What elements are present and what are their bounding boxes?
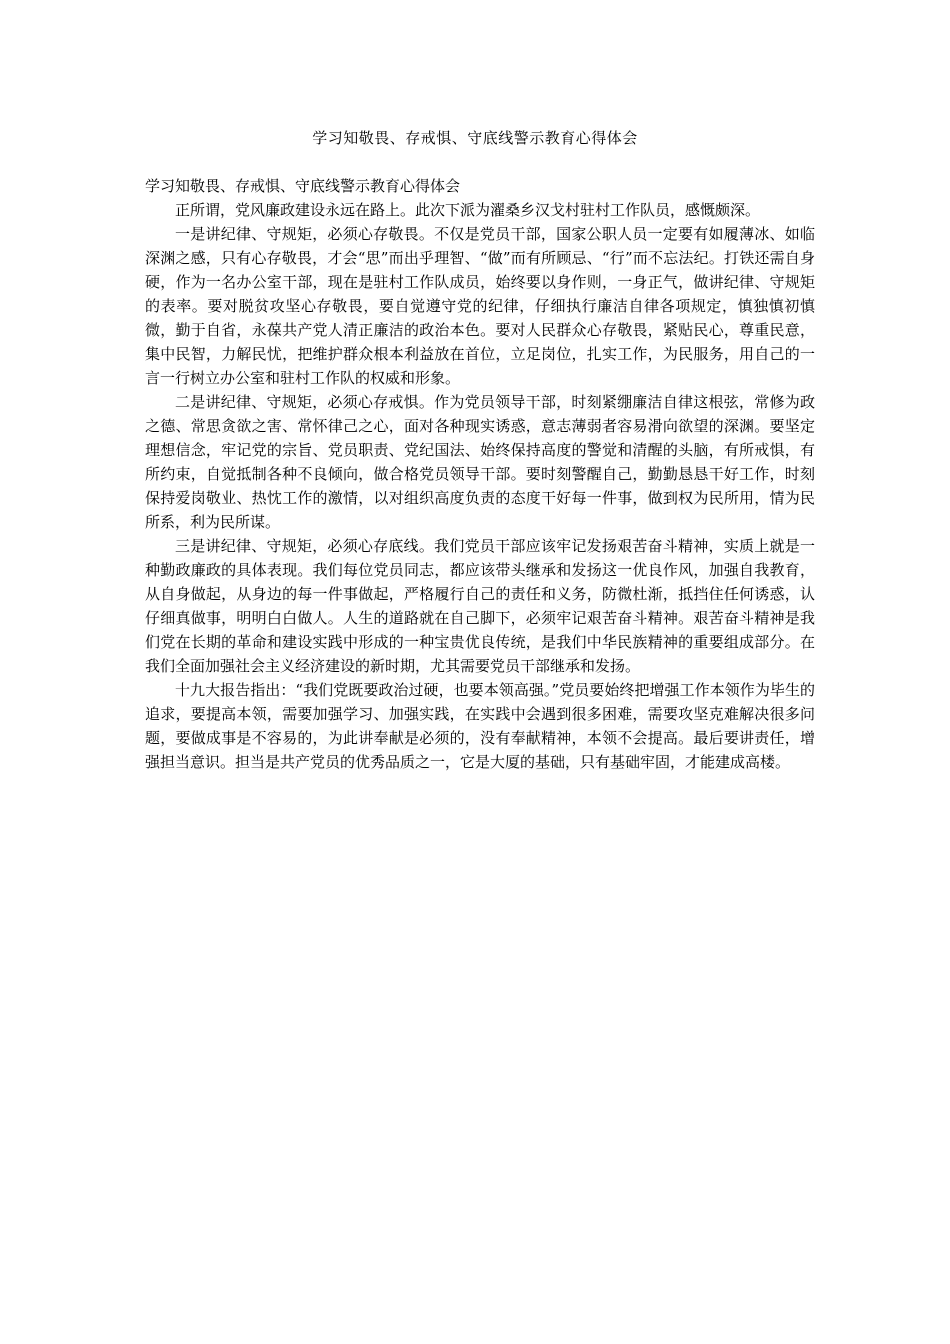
document-body [145,174,815,774]
paragraph-point-three: 三是讲纪律、守规矩，必须心存底线。我们党员干部应该牢记发扬艰苦奋斗精神，实质上就是一种勤政廉政的具体表现。我们每位党员同志，都应该带头继承和发扬这一优良作风，加强自我教育，从自身做起，从身边的每一件事做起，严格履行自己的责任和义务，防微杜渐，抵挡住任何诱惑，认仔细真做事，明明白白做人。人生的道路就在自己脚下，必须牢记艰苦奋斗精神。艰苦奋斗精神是我们党在长期的革命和建设实践中形成的一种宝贵优良传统，是我们中华民族精神的重要组成部分。在我们全面加强社会主义经济建设的新时期，尤其需要党员干部继承和发扬。 [145,537,815,675]
paragraph-intro: 正所谓，党风廉政建设永远在路上。此次下派为濯桑乡汉戈村驻村工作队员，感慨颇深。 [175,201,761,219]
page-title: 学习知敬畏、存戒惧、守底线警示教育心得体会 [312,129,638,147]
document-heading: 学习知敬畏、存戒惧、守底线警示教育心得体会 [145,177,461,195]
paragraph-conclusion: 十九大报告指出：“我们党既要政治过硬，也要本领高强。”党员要始终把增强工作本领作为毕生的追求，要提高本领，需要加强学习、加强实践，在实践中会遇到很多困难，需要攻坚克难解决很多问题，要做成事是不容易的，为此讲奉献是必须的，没有奉献精神，本领不会提高。最后要讲责任，增强担当意识。担当是共产党员的优秀品质之一，它是大厦的基础，只有基础牢固，才能建成高楼。 [145,681,815,771]
paragraph-point-one: 一是讲纪律、守规矩，必须心存敬畏。不仅是党员干部，国家公职人员一定要有如履薄冰、如临深渊之感，只有心存敬畏，才会“思”而出乎理智、“做”而有所顾忌、“行”而不忘法纪。打铁还需自身硬，作为一名办公室干部，现在是驻村工作队成员，始终要以身作则，一身正气，做讲纪律、守规矩的表率。要对脱贫攻坚心存敬畏，要自觉遵守党的纪律，仔细执行廉洁自律各项规定，慎独慎初慎微，勤于自省，永葆共产党人清正廉洁的政治本色。要对人民群众心存敬畏，紧贴民心，尊重民意，集中民智，力解民忧，把维护群众根本利益放在首位，立足岗位，扎实工作，为民服务，用自己的一言一行树立办公室和驻村工作队的权威和形象。 [145,225,815,387]
paragraph-point-two: 二是讲纪律、守规矩，必须心存戒惧。作为党员领导干部，时刻紧绷廉洁自律这根弦，常修为政之德、常思贪欲之害、常怀律己之心，面对各种现实诱惑，意志薄弱者容易滑向欲望的深渊。要坚定理想信念，牢记党的宗旨、党员职责、党纪国法、始终保持高度的警觉和清醒的头脑，有所戒惧，有所约束，自觉抵制各种不良倾向，做合格党员领导干部。要时刻警醒自己，勤勤恳恳干好工作，时刻保持爱岗敬业、热忱工作的激情，以对组织高度负责的态度干好每一件事，做到权为民所用，情为民所系，利为民所谋。 [145,393,815,531]
